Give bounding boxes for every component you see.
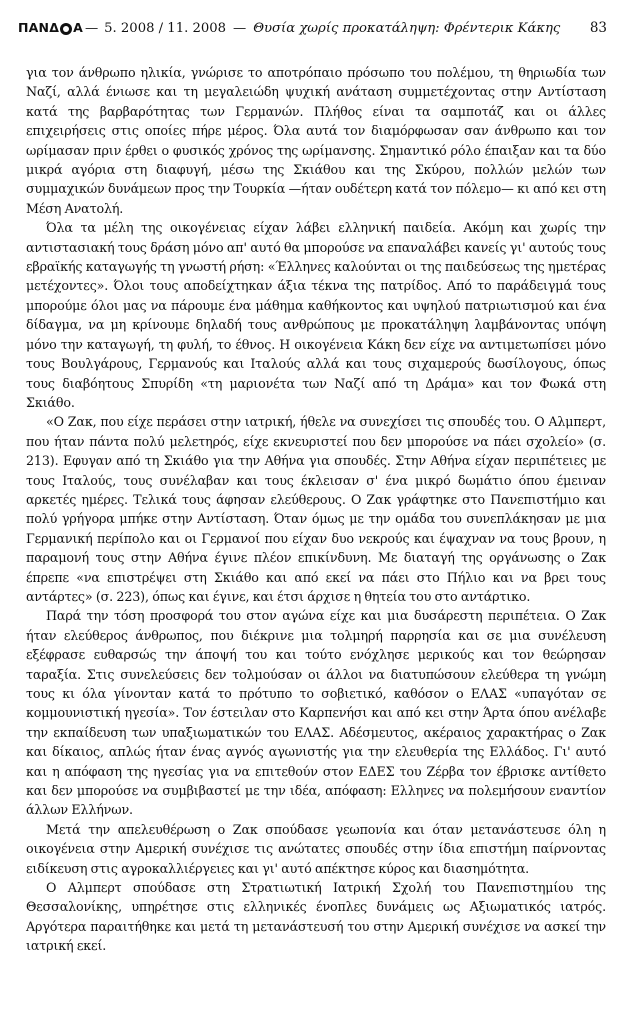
header-separator: —: [84, 21, 99, 36]
paragraph: «Ο Ζακ, που είχε περάσει στην ιατρική, ήθελε να συνεχίσει τις σπουδές του. Ο Αλμπερτ, που ήταν πάντα πολύ μελετηρός, είχε εκνευριστεί που δεν μπορούσε να πάει σχολείο» (σ. 213). Εφυγαν από τη Σκιάθο για την Αθήνα για σπουδές. Στην Αθήνα είχαν περιπέτειες με τους Ιταλούς, τους συνέλαβαν και τους έκλεισαν σ' ένα μικρό δωμάτιο όπου έμειναν αρκετές ημέρες. Τελικά τους άφησαν ελεύθερους. Ο Ζακ γράφτηκε στο Πανεπιστήμιο και πολύ γρήγορα μπήκε στην Αντίσταση. Όταν όμως με την ομάδα του συνεπλάκησαν με μια Γερμανική περίπολο και οι Γερμανοί που είχαν δυο νεκρούς και έψαχναν να τους βρουν, η παραμονή τους στην Αθήνα έγινε πλέον επικίνδυνη. Με διαταγή της οργάνωσης ο Ζακ έπρεπε «να επιστρέψει στη Σκιάθο και από εκεί να πάει στο Πήλιο και να βρει τους αντάρτες» (σ. 223), όπως και έγινε, και έτσι άρχισε η θητεία του στο αντάρτικο.: [26, 414, 606, 604]
paragraph: Ο Αλμπερτ σπούδασε στη Στρατιωτική Ιατρική Σχολή του Πανεπιστημίου της Θεσσαλονίκης, υπηρέτησε στις ελληνικές ένοπλες δυνάμεις ως Αξιωματικός ιατρός. Αργότερα παραιτήθηκε και μετά τη μετανάστευσή του στην Αμερική συνέχισε να ασκεί την ιατρική εκεί.: [26, 880, 606, 954]
running-header: [18, 20, 607, 42]
paragraph: για τον άνθρωπο ηλικία, γνώρισε το αποτρόπαιο πρόσωπο του πολέμου, τη θηριωδία των Ναζί, αλλά ένιωσε και τη μεγαλειώδη ψυχική ανάταση συμμετέχοντας στην Αντίσταση κατά της βαρβαρότητας των Γερμανών. Πλήθος είναι τα σαμποτάζ και οι άλλες επιχειρήσεις στις οποίες πήρε μέρος. Όλα αυτά τον διαμόρφωσαν σαν άνθρωπο και τον ωρίμασαν πριν έρθει ο φυσικός χρόνος της ωρίμανσης. Σημαντικό ρόλο έπαιξαν και τα δύο μικρά αγόρια στη διαφυγή, μέσω της Σκιάθου και της Σκύρου, πολλών μελών των συμμαχικών δυνάμεων προς την Τουρκία —ήταν ουδέτερη κατά τον πόλεμο— κι από κει στη Μέση Ανατολή.: [26, 65, 606, 216]
header-dash: —: [233, 21, 247, 36]
paragraph: Παρά την τόση προσφορά του στον αγώνα είχε και μια δυσάρεστη περιπέτεια. Ο Ζακ ήταν ελεύθερος άνθρωπος, που διέκρινε μια τολμηρή παρρησία και σε μια συνέλευση εξέφρασε ευθαρσώς την άποψή του και τούτο ενόχλησε μερικούς και τον θεώρησαν ταραξία. Στις συνελεύσεις δεν τολμούσαν οι άλλοι να διατυπώσουν ελεύθερα τη γνώμη τους κι όλα γίνονταν κατά το πρότυπο το σοβιετικό, καθόσον ο ΕΛΑΣ «υπαγόταν σε κομμουνιστική ηγεσία». Τον έστειλαν στο Καρπενήσι και από κει στην Άρτα όπου ανέλαβε την εκπαίδευση των υπαξιωματικών του ΕΛΑΣ. Αδέσμευτος, ακέραιος χαρακτήρας ο Ζακ και δίκαιος, απλώς ήταν ένας αγνός αγωνιστής για την ελευθερία της Ελλάδος. Γι' αυτό και η απόφαση της ηγεσίας για να επιτεθούν στον ΕΔΕΣ του Ζέρβα τον έβρισκε αντίθετο και δεν μπορούσε να συμβιβαστεί με την ιδέα, απόφαση: Ελληνες να πολεμήσουν εναντίον άλλων Ελλήνων.: [26, 608, 606, 818]
page-number: 83: [589, 20, 607, 36]
logo-icon: [60, 23, 72, 35]
brand-text-left: ΠΑΝΔ: [18, 20, 60, 35]
journal-logo: [18, 20, 83, 35]
brand-text-right: Α: [73, 20, 83, 35]
issue-dates: 5. 2008 / 11. 2008: [104, 21, 227, 36]
article-title: Θυσία χωρίς προκατάληψη: Φρέντερικ Κάκης: [253, 21, 561, 36]
paragraph: Όλα τα μέλη της οικογένειας είχαν λάβει ελληνική παιδεία. Ακόμη και χωρίς την αντιστασιακή τους δράση μόνο απ' αυτό θα μπορούσε να επαναλάβει κανείς γι' αυτούς τους εβραϊκής καταγωγής τη γνωστή ρήση: «Έλληνες καλούνται οι της παιδεύσεως της ημετέρας μετέχοντες». Όλοι τους αποδείχτηκαν άξια τέκνα της πατρίδος. Από το παράδειγμά τους μπορούμε όλοι μας να πάρουμε ένα μάθημα καθήκοντος και υψηλού πατριωτισμού και ένα δίδαγμα, να μη κρίνουμε δηλαδή τους ανθρώπους με προκατάληψη λαμβάνοντας υπόψη μόνο την καταγωγή, τη φυλή, το έθνος. Η οικογένεια Κάκη δεν είχε να αντιμετωπίσει μόνο τους Βουλγάρους, Γερμανούς και Ιταλούς αλλά και τους σιχαμερούς δωσίλογους, όπως τους διαβόητους Σπυρίδη «τη μαριονέτα των Ναζί από τη Δράμα» και τον Φωκά στη Σκιάθο.: [26, 220, 606, 410]
paragraph: Μετά την απελευθέρωση ο Ζακ σπούδασε γεωπονία και όταν μετανάστευσε όλη η οικογένεια στην Αμερική συνέχισε τις ανώτατες σπουδές στην ίδια επιστήμη παίρνοντας ειδίκευση στις αγροκαλλιέργειες και γι' αυτό απέκτησε κύρος και διασημότητα.: [26, 821, 606, 876]
article-body: [26, 63, 606, 956]
